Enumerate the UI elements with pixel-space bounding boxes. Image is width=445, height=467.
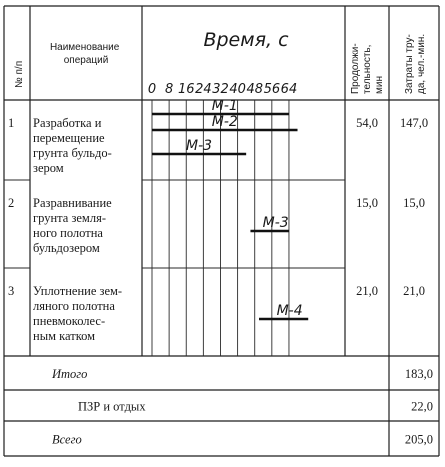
operation-name-line: ным катком	[33, 329, 96, 343]
operation-name-line: зером	[33, 161, 64, 175]
operation-name-line: пневмоколес-	[33, 314, 106, 328]
time-tick-label: 40	[229, 82, 246, 97]
duration-col-header: Продолжи- тельность, мин	[350, 43, 385, 94]
labor-value: 21,0	[403, 284, 425, 298]
totals-row	[52, 433, 433, 447]
operation-name-line: бульдозером	[33, 241, 100, 255]
operation-name-line: перемещение	[33, 131, 105, 145]
totals-row	[78, 400, 433, 414]
gantt-bar-label: М-4	[276, 303, 303, 319]
time-tick-label: 56	[263, 82, 281, 97]
time-tick-label: 48	[246, 82, 263, 97]
operation-rows	[8, 98, 428, 343]
totals-label: ПЗР и отдых	[78, 399, 146, 414]
row-number: 2	[8, 196, 15, 210]
totals-row	[51, 367, 433, 381]
operation-name-line: грунта бульдо-	[33, 146, 112, 160]
operation-name-line: ного полотна	[33, 226, 103, 240]
table-header	[14, 29, 427, 97]
labor-col-header: Затраты тру- да, чел.-мин.	[404, 33, 427, 94]
totals-value: 205,0	[404, 432, 433, 447]
totals-value: 183,0	[404, 367, 433, 381]
labor-value: 15,0	[403, 196, 425, 210]
operation-name-line: грунта земля-	[33, 211, 106, 225]
totals-label: Итого	[52, 367, 88, 381]
operation-name-line: Уплотнение зем-	[33, 284, 123, 298]
operation-name-line: Разработка и	[33, 116, 102, 130]
time-tick-label: 0	[147, 82, 157, 97]
gantt-bar-label: М-3	[262, 215, 289, 231]
operation-name-line: ляного полотна	[33, 299, 115, 313]
row-number: 3	[8, 284, 15, 298]
totals-label: Всего	[52, 432, 82, 447]
operation-row	[8, 98, 428, 175]
row-number: 1	[8, 116, 15, 130]
time-tick-label: 32	[212, 82, 229, 97]
operation-col-header: Наименование операций	[49, 42, 120, 66]
time-tick-label: 8	[164, 82, 174, 97]
duration-value: 54,0	[356, 116, 378, 130]
operation-name-line: Разравнивание	[33, 196, 112, 210]
time-scale	[148, 82, 297, 97]
time-tick-label: 16	[177, 82, 195, 97]
time-col-header: Время, с	[203, 29, 289, 51]
duration-value: 21,0	[356, 284, 378, 298]
labor-value: 147,0	[399, 116, 429, 130]
num-col-header: № п/п	[14, 60, 25, 88]
gantt-bar-label: М-2	[211, 114, 238, 130]
duration-value: 15,0	[356, 196, 378, 210]
gantt-bar-label: М-1	[211, 98, 238, 114]
totals-value: 22,0	[411, 399, 433, 414]
time-tick-label: 64	[280, 82, 298, 97]
operation-row	[8, 284, 425, 343]
operation-row	[8, 196, 425, 255]
time-tick-label: 24	[195, 82, 212, 97]
totals-rows	[51, 367, 433, 447]
gantt-bar-label: М-3	[186, 138, 213, 154]
